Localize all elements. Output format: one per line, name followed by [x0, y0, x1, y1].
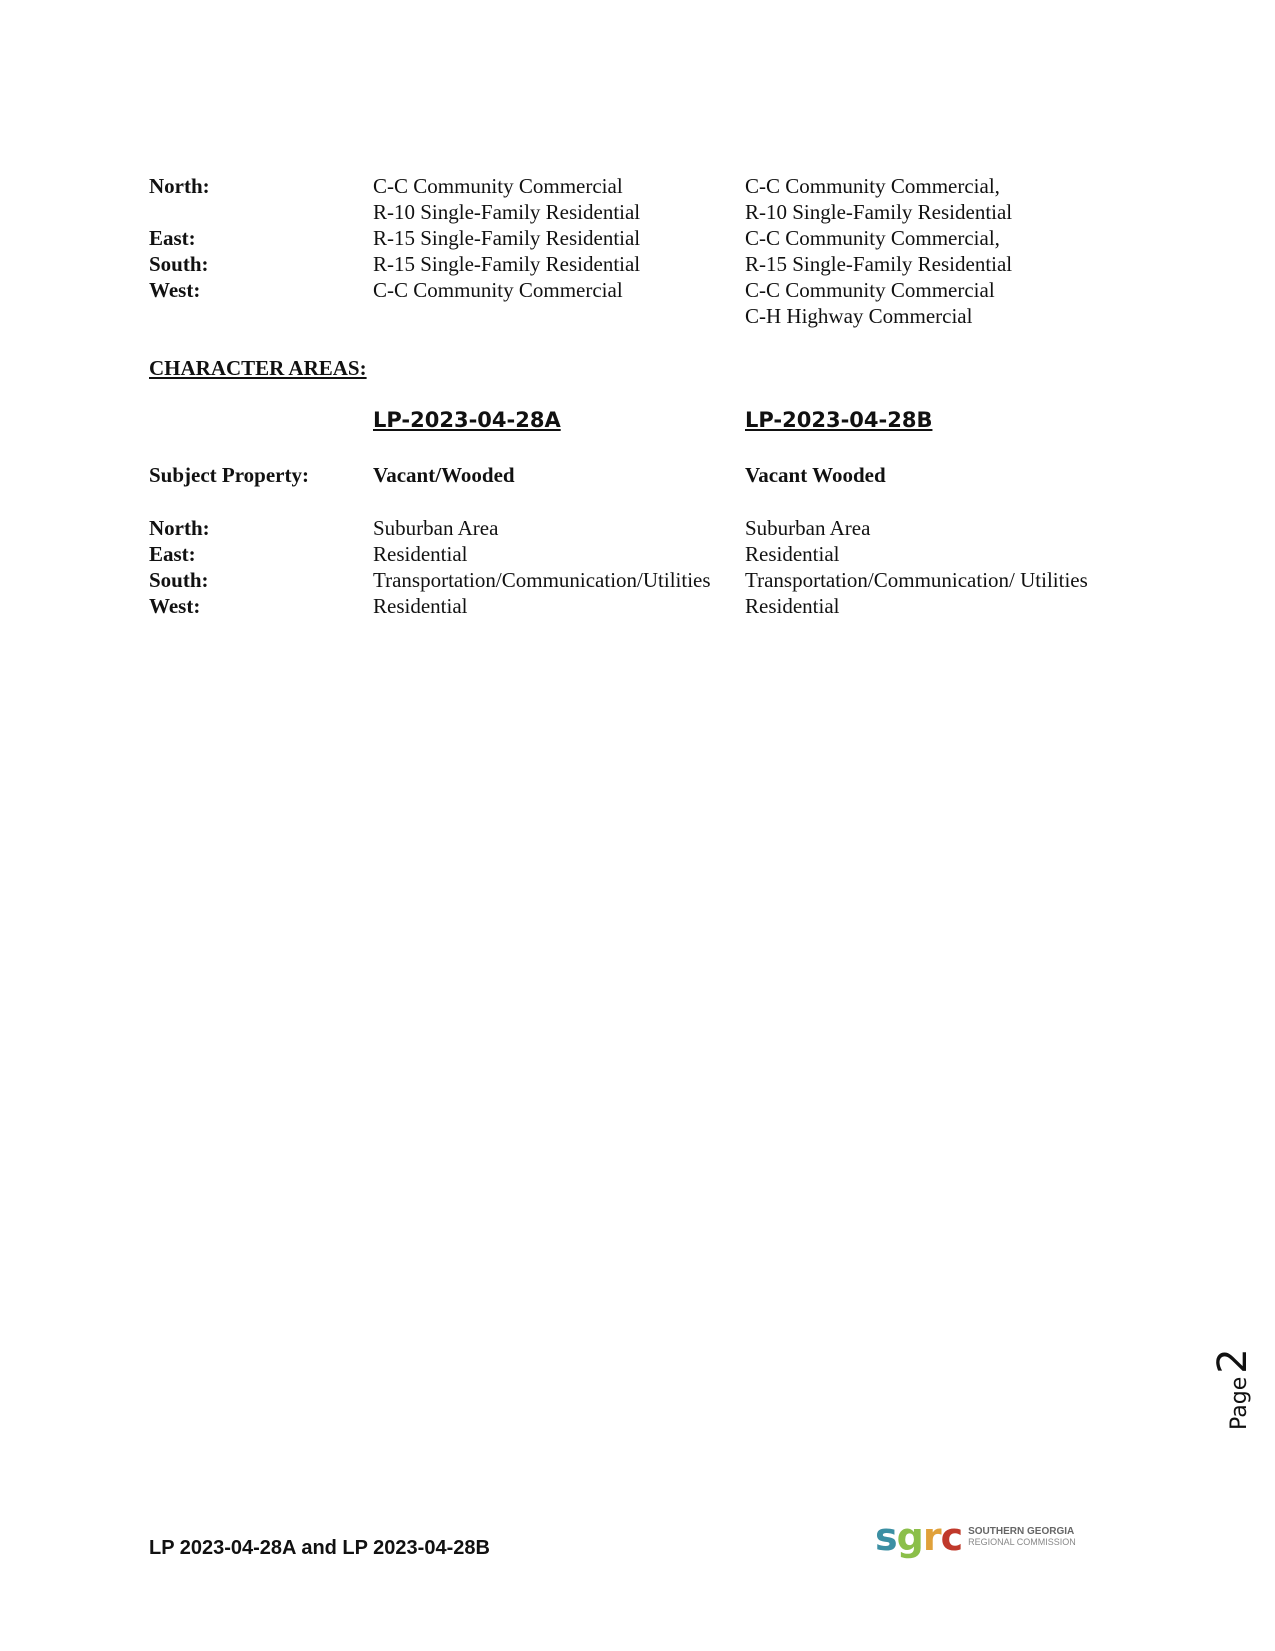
zoning-row-value-b: R-10 Single-Family Residential [745, 200, 1013, 224]
zoning-row-value-b: C-H Highway Commercial [745, 304, 973, 328]
zoning-row-value-b: C-C Community Commercial, [745, 174, 1000, 198]
page-number-value: 2 [1210, 1348, 1256, 1374]
zoning-row-value-a: R-10 Single-Family Residential [373, 200, 641, 224]
logo-letter: s [875, 1515, 897, 1559]
character-row-value-a: Transportation/Communication/Utilities [373, 568, 711, 592]
logo-letter: g [896, 1515, 923, 1559]
logo-line-1: SOUTHERN GEORGIA [968, 1526, 1075, 1537]
subject-property-label: Subject Property: [149, 463, 309, 487]
column-title-b: LP-2023-04-28B [745, 408, 933, 432]
sgrc-logo-mark [875, 1515, 963, 1559]
character-row-value-b: Transportation/Communication/ Utilities [745, 568, 1088, 592]
footer-case-numbers: LP 2023-04-28A and LP 2023-04-28B [149, 1537, 490, 1559]
page-number-word: Page [1227, 1376, 1252, 1430]
character-row-value-a: Residential [373, 594, 468, 618]
subject-property-a: Vacant/Wooded [373, 463, 515, 487]
character-row-label: North: [149, 516, 210, 540]
character-row-value-b: Residential [745, 594, 840, 618]
page-number [1210, 1348, 1256, 1430]
zoning-row-value-a: C-C Community Commercial [373, 174, 623, 198]
character-row-label: West: [149, 594, 201, 618]
character-row-label: East: [149, 542, 196, 566]
character-row-value-a: Residential [373, 542, 468, 566]
character-areas-heading: CHARACTER AREAS: [149, 356, 367, 380]
character-row-value-b: Suburban Area [745, 516, 871, 540]
logo-letter: c [940, 1515, 963, 1559]
zoning-row-value-b: C-C Community Commercial [745, 278, 995, 302]
logo-line-2: REGIONAL COMMISSION [968, 1537, 1076, 1547]
character-row-label: South: [149, 568, 209, 592]
zoning-row-label: East: [149, 226, 196, 250]
subject-property-b: Vacant Wooded [745, 463, 886, 487]
zoning-row-value-a: R-15 Single-Family Residential [373, 226, 641, 250]
sgrc-logo-text [968, 1526, 1076, 1548]
zoning-row-value-b: C-C Community Commercial, [745, 226, 1000, 250]
zoning-row-label: North: [149, 174, 210, 198]
zoning-row-value-a: C-C Community Commercial [373, 278, 623, 302]
zoning-row-label: West: [149, 278, 201, 302]
zoning-row-value-a: R-15 Single-Family Residential [373, 252, 641, 276]
zoning-row-value-b: R-15 Single-Family Residential [745, 252, 1013, 276]
column-title-a: LP-2023-04-28A [373, 408, 561, 432]
sgrc-logo [875, 1515, 1076, 1559]
character-row-value-b: Residential [745, 542, 840, 566]
zoning-row-label: South: [149, 252, 209, 276]
logo-letter: r [922, 1515, 941, 1559]
character-row-value-a: Suburban Area [373, 516, 499, 540]
